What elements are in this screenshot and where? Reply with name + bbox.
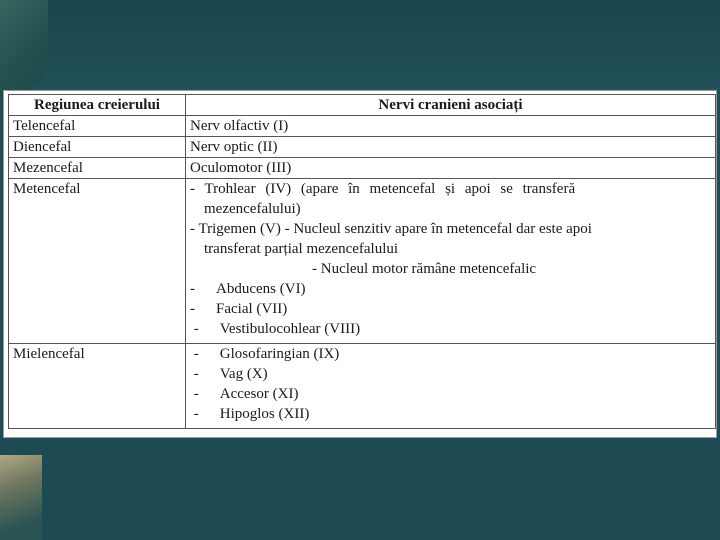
nerve-cell: Nerv optic (II) [186,137,716,158]
nerve-text: Abducens (VI) [216,281,306,297]
slide-background-top [0,0,720,90]
nerve-text: Vag (X) [219,366,268,382]
nerve-line [190,319,711,339]
table-row [9,137,716,158]
region-cell: Mezencefal [9,158,186,179]
table-row [9,158,716,179]
header-region: Regiunea creierului [9,95,186,116]
nerve-line [190,279,711,299]
region-cell: Diencefal [9,137,186,158]
dash-marker: - [190,366,199,382]
nerve-line: - Trigemen (V) - Nucleul senzitiv apare în metencefal dar este apoi [190,221,592,237]
nerve-cell: Oculomotor (III) [186,158,716,179]
nerve-line [190,299,711,319]
nerve-cell: Nerv olfactiv (I) [186,116,716,137]
nerve-line [190,344,711,364]
table-row [9,116,716,137]
nerve-line [190,364,711,384]
slide-background-bottom [0,440,720,540]
nerve-line: - Nucleul motor rămâne metencefalic [312,261,537,277]
nerve-line: mezencefalului) [204,201,301,217]
nerve-text: Accesor (XI) [219,386,299,402]
cranial-nerves-table [8,94,716,429]
nerve-text: Hipoglos (XII) [219,406,310,422]
table-row [9,179,716,344]
nerve-line [190,384,711,404]
nerve-text: Glosofaringian (IX) [219,346,340,362]
nerve-line [190,404,711,424]
nerve-text: Facial (VII) [216,301,288,317]
header-nerves: Nervi cranieni asociați [186,95,716,116]
dash-marker: - [190,321,199,337]
dash-marker: - [190,406,199,422]
table-header-row [9,95,716,116]
nerve-line: transferat parțial mezencefalului [204,241,399,257]
region-cell: Metencefal [9,179,186,344]
region-cell: Telencefal [9,116,186,137]
decorative-map-corner [0,0,48,92]
dash-marker: - [190,281,195,297]
nerve-cell [186,179,716,344]
dash-marker: - [190,346,199,362]
decorative-map-corner-bottom [0,455,42,540]
table-frame [3,90,717,438]
region-cell: Mielencefal [9,344,186,429]
nerve-text: Vestibulocohlear (VIII) [219,321,361,337]
nerve-line: - Trohlear (IV) (apare în metencefal și apoi se transferă [190,181,576,197]
dash-marker: - [190,301,195,317]
nerve-cell [186,344,716,429]
dash-marker: - [190,386,199,402]
table-row [9,344,716,429]
